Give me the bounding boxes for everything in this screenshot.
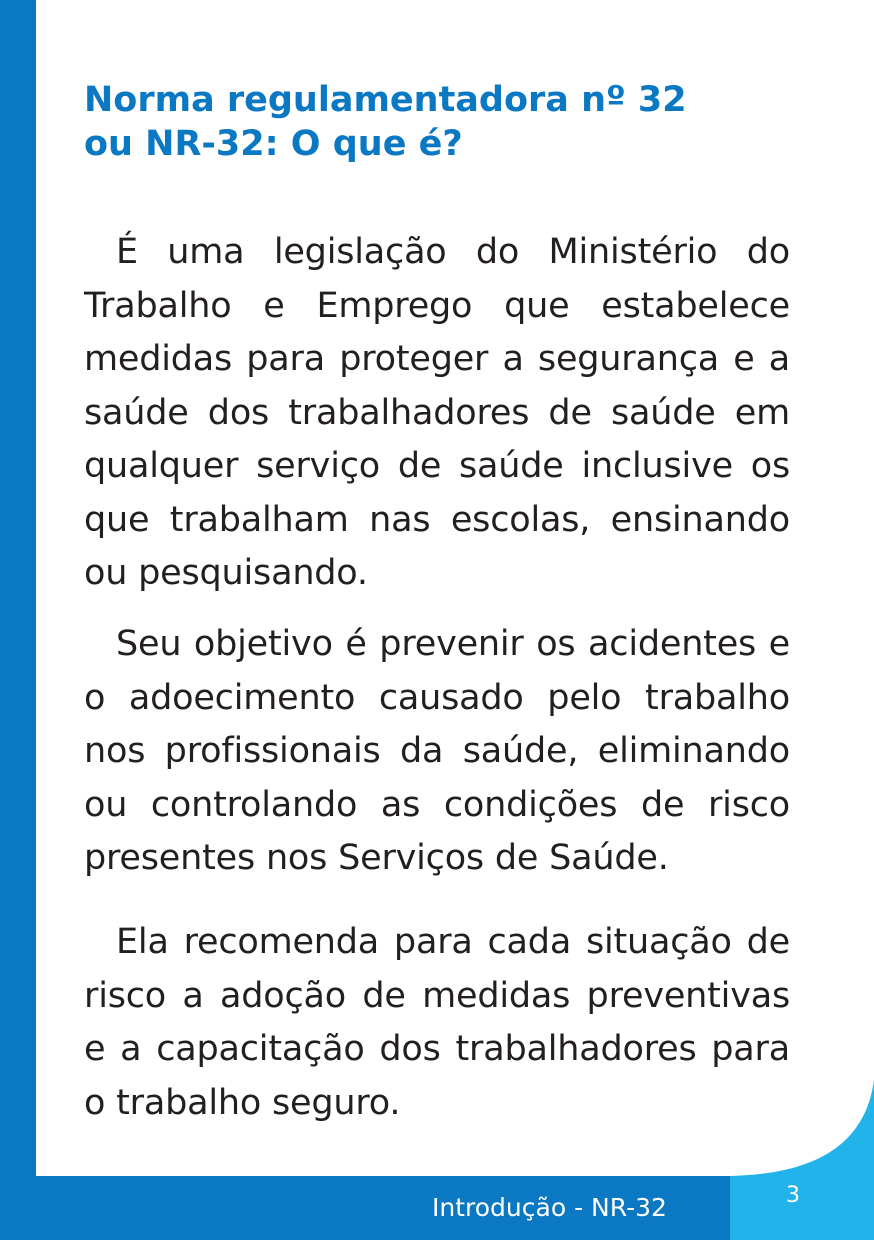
left-margin-bar [0, 0, 36, 1240]
page-number: 3 [786, 1183, 800, 1208]
paragraph-objective: Seu objetivo é prevenir os acidentes e o adoecimento causado pelo trabalho nos profissionais da saúde, eliminando ou controlando as condições de risco presentes nos Serviços de Saúde. [84, 624, 790, 878]
page-title-line-2: ou NR-32: O que é? [84, 124, 463, 164]
footer-section-label: Introdução - NR-32 [432, 1193, 667, 1222]
paragraph-recommendation: Ela recomenda para cada situação de risco a adoção de medidas preventivas e a capacitação dos trabalhadores para o trabalho seguro. [84, 922, 790, 1123]
paragraph-definition: É uma legislação do Ministério do Trabalho e Emprego que estabelece medidas para proteger a segurança e a saúde dos trabalhadores de saúde em qualquer serviço de saúde inclusive os que trabalham nas escolas, ensinando ou pesquisando. [84, 232, 790, 593]
page-title [84, 78, 804, 166]
page-title-line-1: Norma regulamentadora nº 32 [84, 80, 687, 120]
